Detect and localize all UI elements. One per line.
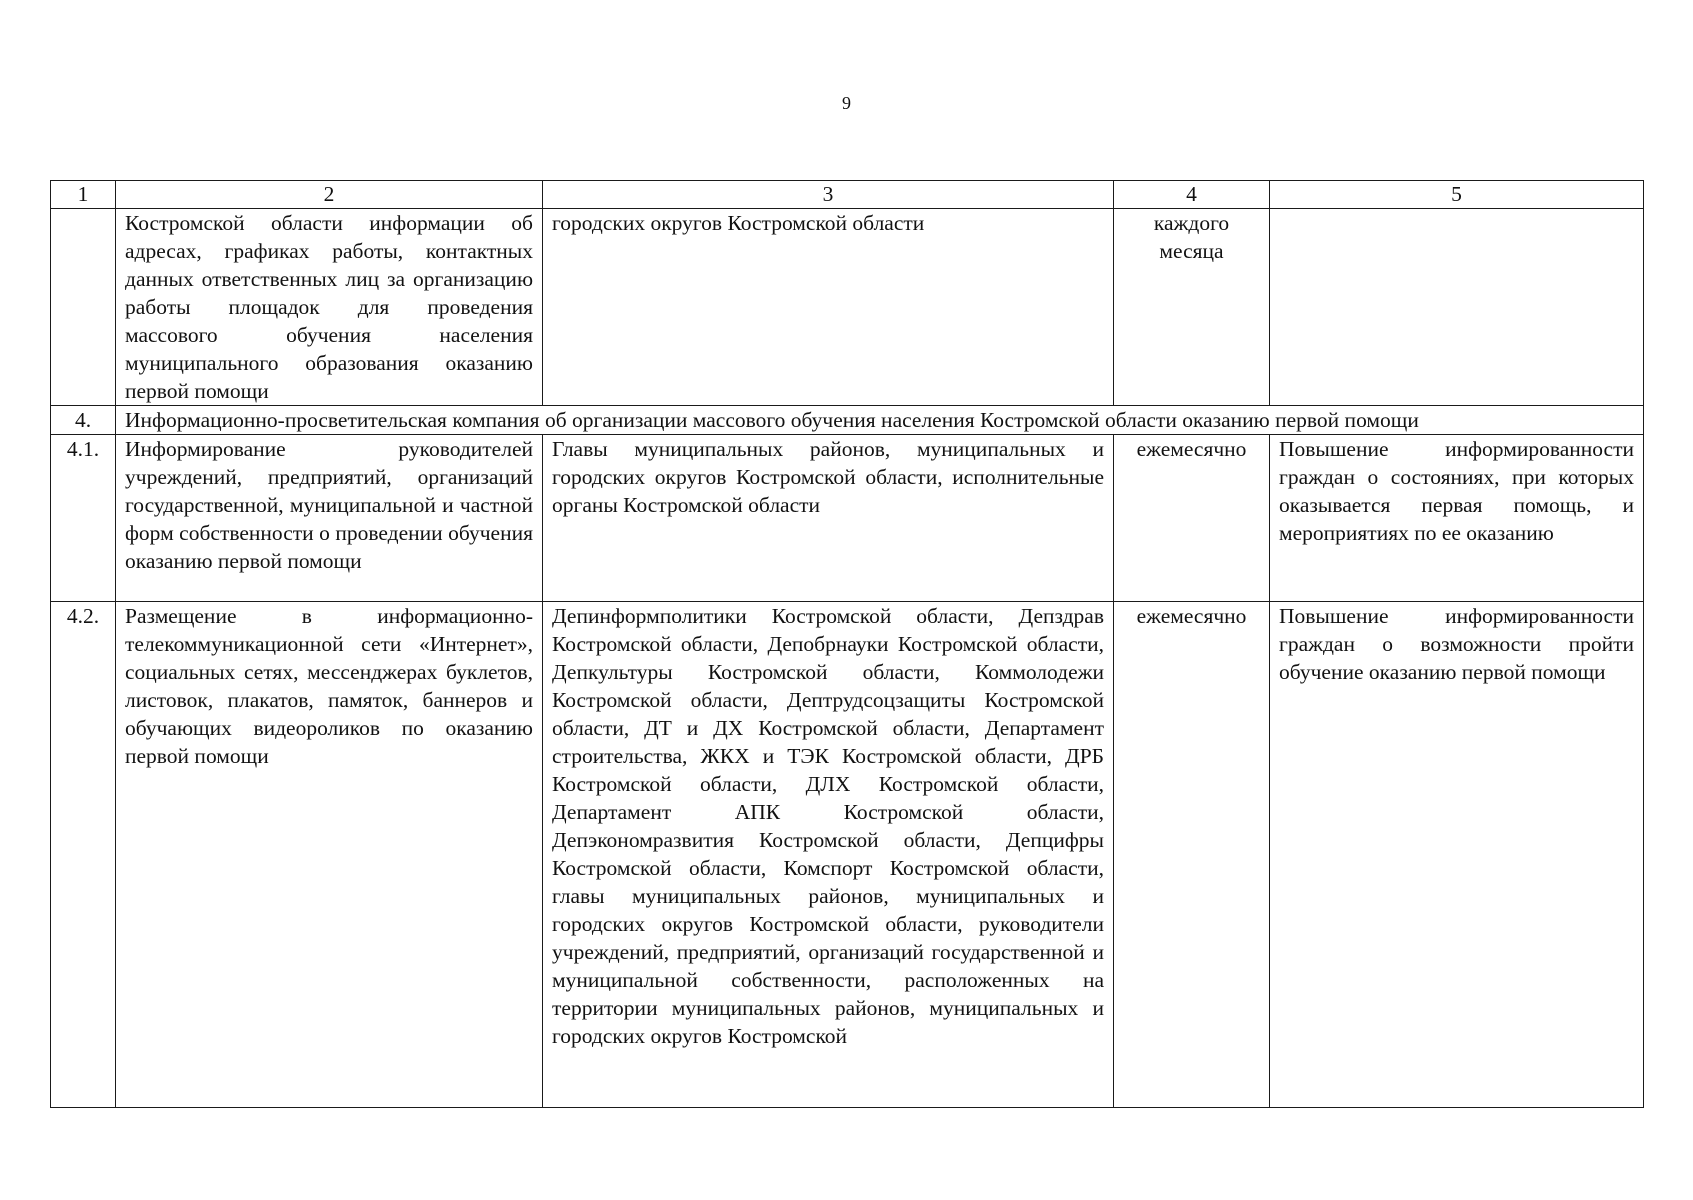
result-cell: Повышение информированности граждан о состояниях, при которых оказывается первая помощь, и мероприятиях по ее оказанию <box>1270 435 1644 602</box>
result-cell: Повышение информированности граждан о возможности пройти обучение оказанию первой помощи <box>1270 602 1644 1108</box>
section-title: Информационно-просветительская компания об организации массового обучения населения Костромской области оказанию первой помощи <box>116 406 1644 435</box>
period-cell: каждого месяца <box>1114 209 1270 406</box>
period-cell: ежемесячно <box>1114 602 1270 1108</box>
table-row <box>51 435 1644 602</box>
result-cell <box>1270 209 1644 406</box>
header-cell-1: 1 <box>51 181 116 209</box>
table-row <box>51 209 1644 406</box>
header-cell-3: 3 <box>543 181 1114 209</box>
header-cell-2: 2 <box>116 181 543 209</box>
section-number: 4. <box>51 406 116 435</box>
activity-cell: Информирование руководителей учреждений, предприятий, организаций государственной, муниципальной и частной форм собственности о проведении обучения оказанию первой помощи <box>116 435 543 602</box>
row-number: 4.1. <box>51 435 116 602</box>
plan-table <box>50 180 1644 1108</box>
header-row <box>51 181 1644 209</box>
executors-cell: Депинформполитики Костромской области, Депздрав Костромской области, Депобрнауки Костромской области, Депкультуры Костромской области, Коммолодежи Костромской области, Дептрудсоцзащиты Костромской области, ДТ и ДХ Костромской области, Департамент строительства, ЖКХ и ТЭК Костромской области, ДРБ Костромской области, ДЛХ Костромской области, Департамент АПК Костромской области, Депэкономразвития Костромской области, Депцифры Костромской области, Комспорт Костромской области, главы муниципальных районов, муниципальных и городских округов Костромской области, руководители учреждений, предприятий, организаций государственной и муниципальной собственности, расположенных на территории муниципальных районов, муниципальных и городских округов Костромской <box>543 602 1114 1108</box>
table-row <box>51 602 1644 1108</box>
executors-cell: Главы муниципальных районов, муниципальных и городских округов Костромской области, исполнительные органы Костромской области <box>543 435 1114 602</box>
period-cell: ежемесячно <box>1114 435 1270 602</box>
row-number: 4.2. <box>51 602 116 1108</box>
activity-cell: Размещение в информационно-телекоммуникационной сети «Интернет», социальных сетях, мессенджерах буклетов, листовок, плакатов, памяток, баннеров и обучающих видеороликов по оказанию первой помощи <box>116 602 543 1108</box>
header-cell-5: 5 <box>1270 181 1644 209</box>
row-number <box>51 209 116 406</box>
page-number: 9 <box>842 93 851 113</box>
header-cell-4: 4 <box>1114 181 1270 209</box>
section-row <box>51 406 1644 435</box>
activity-cell: Костромской области информации об адресах, графиках работы, контактных данных ответственных лиц за организацию работы площадок для проведения массового обучения населения муниципального образования оказанию первой помощи <box>116 209 543 406</box>
executors-cell: городских округов Костромской области <box>543 209 1114 406</box>
